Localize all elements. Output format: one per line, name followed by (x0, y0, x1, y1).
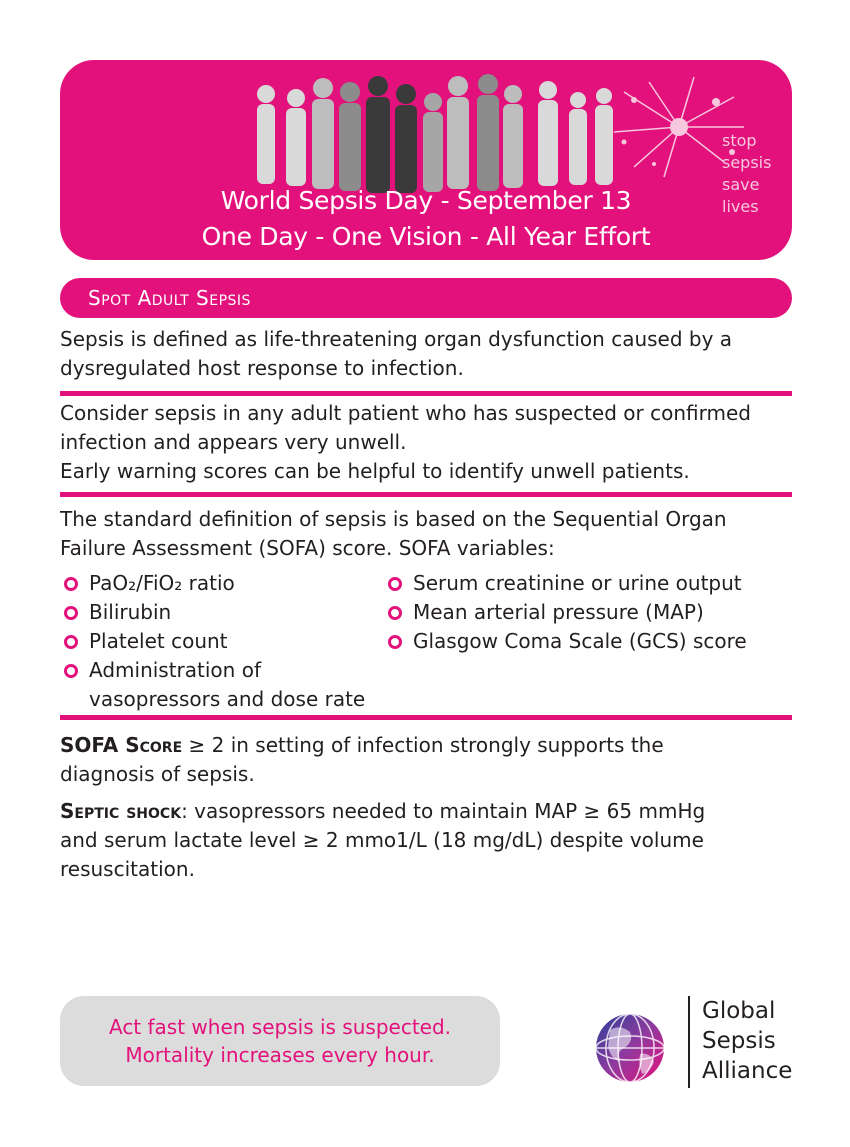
banner-title-line2: One Day - One Vision - All Year Effort (201, 222, 651, 251)
logo-line: Sepsis (702, 1028, 776, 1054)
list-item-label: Serum creatinine or urine output (413, 571, 742, 595)
section-heading-bar (60, 278, 792, 318)
circle-bullet-icon (388, 635, 402, 649)
text-line: resuscitation. (60, 857, 195, 881)
list-item-label: PaO₂/FiO₂ ratio (89, 571, 235, 595)
septic-shock-label: Septic shock (60, 799, 182, 823)
list-item (386, 627, 747, 656)
section-title: Spot Adult Sepsis (88, 286, 251, 310)
circle-bullet-icon (388, 577, 402, 591)
septic-shock-text: : vasopressors needed to maintain MAP ≥ 65 mmHg (181, 799, 706, 823)
list-item-label: Glasgow Coma Scale (GCS) score (413, 629, 747, 653)
slogan-line: lives (722, 197, 759, 216)
text-line: and serum lactate level ≥ 2 mmo1/L (18 mg/dL) despite volume (60, 828, 704, 852)
slogan-line: stop (722, 131, 757, 150)
sofa-score-text: ≥ 2 in setting of infection strongly supports the (182, 733, 664, 757)
text-line: Sepsis is defined as life-threatening organ dysfunction caused by a (60, 327, 733, 351)
callout-line: Act fast when sepsis is suspected. (108, 1015, 452, 1039)
divider (60, 715, 792, 720)
list-item (386, 598, 747, 627)
list-item-label: Bilirubin (89, 600, 172, 624)
text-line: Failure Assessment (SOFA) score. SOFA variables: (60, 536, 555, 560)
text-line (60, 797, 795, 826)
crowd-silhouette-image (248, 74, 618, 198)
text-line: The standard definition of sepsis is based on the Sequential Organ (60, 507, 727, 531)
consider-paragraph (60, 399, 795, 486)
slogan-line: save (722, 175, 760, 194)
list-item (62, 598, 365, 627)
list-item (386, 569, 747, 598)
circle-bullet-icon (388, 606, 402, 620)
text-line (60, 731, 795, 760)
text-line: Consider sepsis in any adult patient who has suspected or confirmed (60, 401, 751, 425)
circle-bullet-icon (64, 577, 78, 591)
globe-logo-icon (592, 996, 672, 1092)
divider (60, 492, 792, 497)
logo-divider (688, 996, 690, 1088)
text-line: dysregulated host response to infection. (60, 356, 464, 380)
circle-bullet-icon (64, 606, 78, 620)
logo-line: Alliance (702, 1058, 793, 1084)
urgency-callout (60, 996, 500, 1086)
sofa-score-label: SOFA Score (60, 733, 183, 757)
list-item (62, 569, 365, 598)
list-item-label: Platelet count (89, 629, 228, 653)
organization-logo-text (702, 996, 792, 1086)
circle-bullet-icon (64, 635, 78, 649)
list-item (62, 627, 365, 656)
sofa-intro-paragraph (60, 505, 795, 563)
septic-shock-paragraph (60, 797, 795, 884)
circle-bullet-icon (64, 664, 78, 678)
sofa-variables-right-list (386, 569, 747, 656)
text-line: Early warning scores can be helpful to identify unwell patients. (60, 459, 690, 483)
list-item-continuation: vasopressors and dose rate (89, 687, 366, 711)
sofa-variables-left-list (62, 569, 365, 714)
divider (60, 391, 792, 396)
text-line: infection and appears very unwell. (60, 430, 407, 454)
list-item-label: Mean arterial pressure (MAP) (413, 600, 704, 624)
sofa-score-paragraph (60, 731, 795, 789)
slogan-line: sepsis (722, 153, 772, 172)
text-line: diagnosis of sepsis. (60, 762, 255, 786)
banner-title-line1: World Sepsis Day - September 13 (220, 186, 632, 215)
callout-line: Mortality increases every hour. (125, 1043, 435, 1067)
logo-line: Global (702, 998, 776, 1024)
list-item-label: Administration of (89, 658, 261, 682)
list-item (62, 656, 365, 685)
definition-paragraph (60, 325, 795, 383)
header-banner (60, 60, 792, 260)
